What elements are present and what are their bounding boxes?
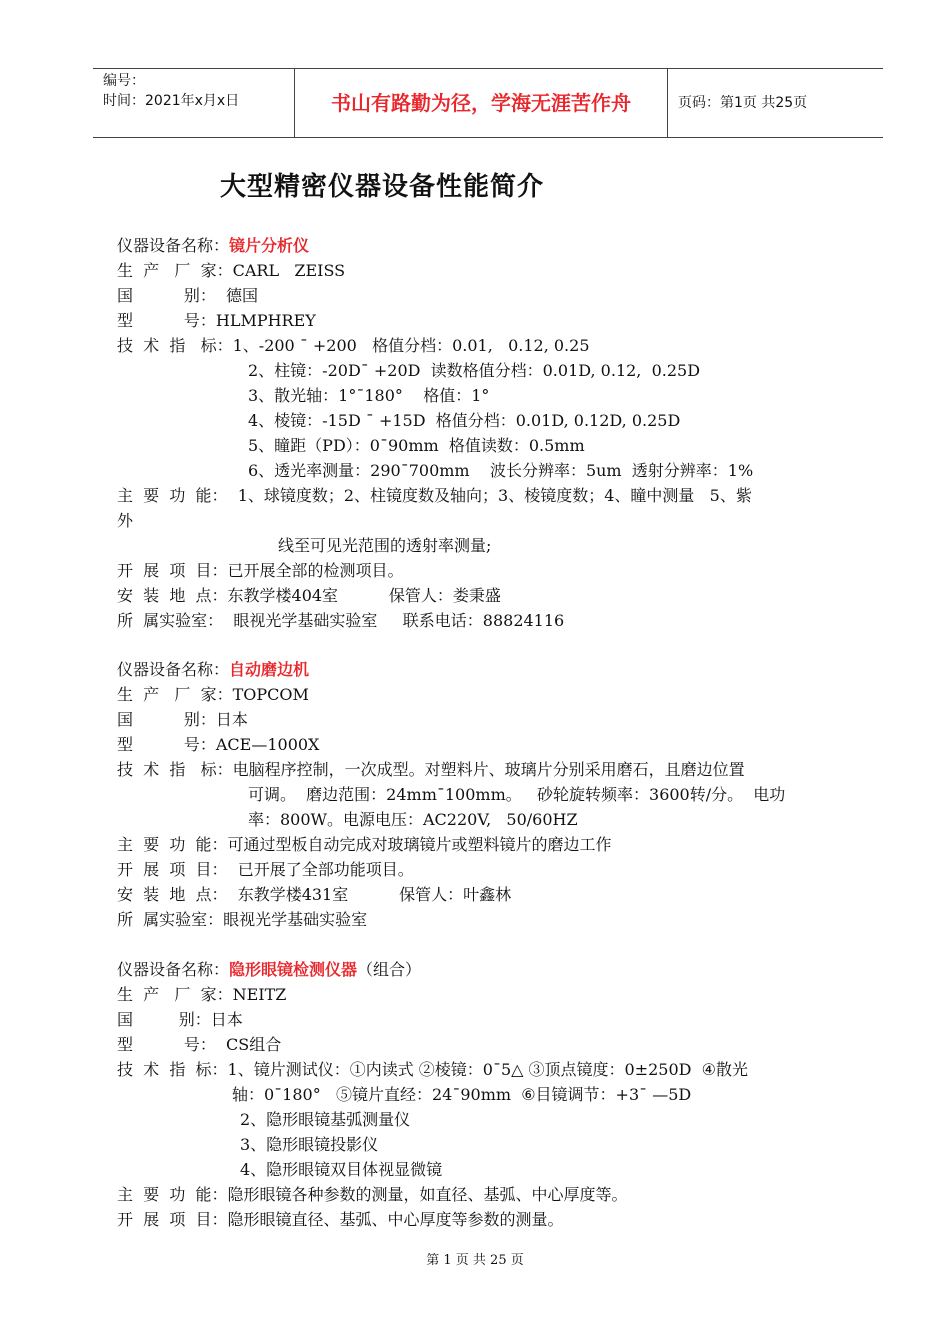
text-line bbox=[248, 459, 753, 483]
line-text: 开 展 项 目：已开展全部的检测项目。 bbox=[117, 561, 404, 580]
line-text: 仪器设备名称： bbox=[117, 236, 230, 255]
page-footer: 第 1 页 共 25 页 bbox=[426, 1253, 524, 1268]
text-line bbox=[117, 584, 501, 608]
line-text: 主 要 功 能：隐形眼镜各种参数的测量，如直径、基弧、中心厚度等。 bbox=[117, 1185, 628, 1204]
text-line bbox=[248, 384, 489, 408]
line-text: 生 产 厂 家：NEITZ bbox=[117, 985, 287, 1004]
number-label: 编号： bbox=[103, 73, 145, 89]
line-text: 主 要 功 能：可通过型板自动完成对玻璃镜片或塑料镜片的磨边工作 bbox=[117, 835, 612, 854]
line-text: 轴：0¯180° ⑤镜片直经：24¯90mm ⑥目镜调节：+3¯ —5D bbox=[232, 1085, 692, 1104]
text-line bbox=[117, 509, 133, 533]
text-line bbox=[232, 1083, 691, 1107]
line-text: 3、隐形眼镜投影仪 bbox=[240, 1135, 379, 1154]
text-line bbox=[240, 1158, 442, 1182]
text-line bbox=[117, 484, 752, 508]
line-text: 型 号：HLMPHREY bbox=[117, 311, 316, 330]
text-line bbox=[117, 1183, 628, 1207]
time-label: 时间：2021年x月x日 bbox=[103, 93, 240, 109]
text-line bbox=[117, 983, 286, 1007]
text-line bbox=[117, 1033, 281, 1057]
line-text: 仪器设备名称： bbox=[117, 960, 230, 979]
text-line bbox=[117, 758, 745, 782]
page-header bbox=[93, 68, 883, 138]
line-text: 开 展 项 目：隐形眼镜直径、基弧、中心厚度等参数的测量。 bbox=[117, 1210, 564, 1229]
text-line bbox=[278, 534, 491, 558]
text-line bbox=[117, 334, 590, 358]
text-line bbox=[117, 858, 414, 882]
line-text: 外 bbox=[117, 511, 134, 530]
line-text: 4、隐形眼镜双目体视显微镜 bbox=[240, 1160, 443, 1179]
line-text: 2、柱镜：-20D¯ +20D 读数格值分档：0.01D, 0.12, 0.25D bbox=[248, 361, 701, 380]
header-motto: 书山有路勤为径，学海无涯苦作舟 bbox=[294, 69, 668, 137]
equipment-name: 自动磨边机 bbox=[229, 660, 310, 679]
text-line bbox=[117, 658, 309, 682]
equipment-name: 镜片分析仪 bbox=[229, 236, 310, 255]
text-line bbox=[248, 434, 585, 458]
line-text: 技 术 指 标：1、-200 ¯ +200 格值分档：0.01, 0.12, 0.25 bbox=[117, 336, 590, 355]
line-text: 所 属实验室： 眼视光学基础实验室 联系电话：88824116 bbox=[117, 611, 565, 630]
header-page-label: 页码：第1页 共25页 bbox=[678, 95, 808, 111]
line-text: 型 号：ACE—1000X bbox=[117, 735, 320, 754]
text-line bbox=[117, 284, 258, 308]
line-text: 4、棱镜：-15D ¯ +15D 格值分档：0.01D, 0.12D, 0.25D bbox=[248, 411, 681, 430]
text-line bbox=[117, 683, 309, 707]
text-line bbox=[117, 733, 319, 757]
line-text: 2、隐形眼镜基弧测量仪 bbox=[240, 1110, 411, 1129]
text-line bbox=[117, 833, 612, 857]
line-text: 生 产 厂 家：CARL ZEISS bbox=[117, 261, 346, 280]
line-text: 可调。 磨边范围：24mm¯100mm。 砂轮旋转频率：3600转/分。 电功 bbox=[248, 785, 786, 804]
text-line bbox=[117, 908, 367, 932]
line-text: 国 别：日本 bbox=[117, 710, 248, 729]
text-line bbox=[117, 559, 404, 583]
equipment-suffix: （组合） bbox=[357, 960, 422, 979]
line-text: 国 别： 德国 bbox=[117, 286, 259, 305]
text-line bbox=[240, 1133, 378, 1157]
line-text: 型 号： CS组合 bbox=[117, 1035, 282, 1054]
line-text: 率：800W。电源电压：AC220V, 50/60HZ bbox=[248, 810, 578, 829]
text-line bbox=[117, 309, 316, 333]
line-text: 6、透光率测量：290¯700mm 波长分辨率：5um 透射分辨率：1% bbox=[248, 461, 754, 480]
document-title: 大型精密仪器设备性能简介 bbox=[220, 172, 545, 202]
line-text: 国 别：日本 bbox=[117, 1010, 243, 1029]
text-line bbox=[117, 1058, 748, 1082]
text-line bbox=[240, 1108, 410, 1132]
line-text: 安 装 地 点： 东教学楼431室 保管人：叶鑫林 bbox=[117, 885, 512, 904]
line-text: 生 产 厂 家：TOPCOM bbox=[117, 685, 309, 704]
line-text: 线至可见光范围的透射率测量; bbox=[278, 536, 492, 555]
line-text: 开 展 项 目： 已开展了全部功能项目。 bbox=[117, 860, 414, 879]
line-text: 3、散光轴：1°¯180° 格值：1° bbox=[248, 386, 490, 405]
text-line bbox=[248, 359, 700, 383]
text-line bbox=[117, 708, 248, 732]
text-line bbox=[248, 808, 578, 832]
line-text: 安 装 地 点：东教学楼404室 保管人：娄秉盛 bbox=[117, 586, 501, 605]
text-line bbox=[117, 1208, 564, 1232]
header-meta bbox=[93, 69, 293, 137]
text-line bbox=[117, 958, 421, 982]
line-text: 所 属实验室：眼视光学基础实验室 bbox=[117, 910, 368, 929]
line-text: 主 要 功 能： 1、球镜度数；2、柱镜度数及轴向；3、棱镜度数；4、瞳中测量 5、紫 bbox=[117, 486, 752, 505]
equipment-name: 隐形眼镜检测仪器 bbox=[229, 960, 358, 979]
text-line bbox=[248, 783, 785, 807]
line-text: 技 术 指 标：1、镜片测试仪：①内读式 ②棱镜：0¯5△ ③顶点镜度：0±250D ④散光 bbox=[117, 1060, 749, 1079]
text-line bbox=[248, 409, 680, 433]
line-text: 5、瞳距（PD）：0¯90mm 格值读数：0.5mm bbox=[248, 436, 585, 455]
line-text: 仪器设备名称： bbox=[117, 660, 230, 679]
text-line bbox=[117, 234, 309, 258]
text-line bbox=[117, 1008, 243, 1032]
text-line bbox=[117, 883, 511, 907]
line-text: 技 术 指 标：电脑程序控制，一次成型。对塑料片、玻璃片分别采用磨石，且磨边位置 bbox=[117, 760, 745, 779]
text-line bbox=[117, 609, 564, 633]
text-line bbox=[117, 259, 345, 283]
